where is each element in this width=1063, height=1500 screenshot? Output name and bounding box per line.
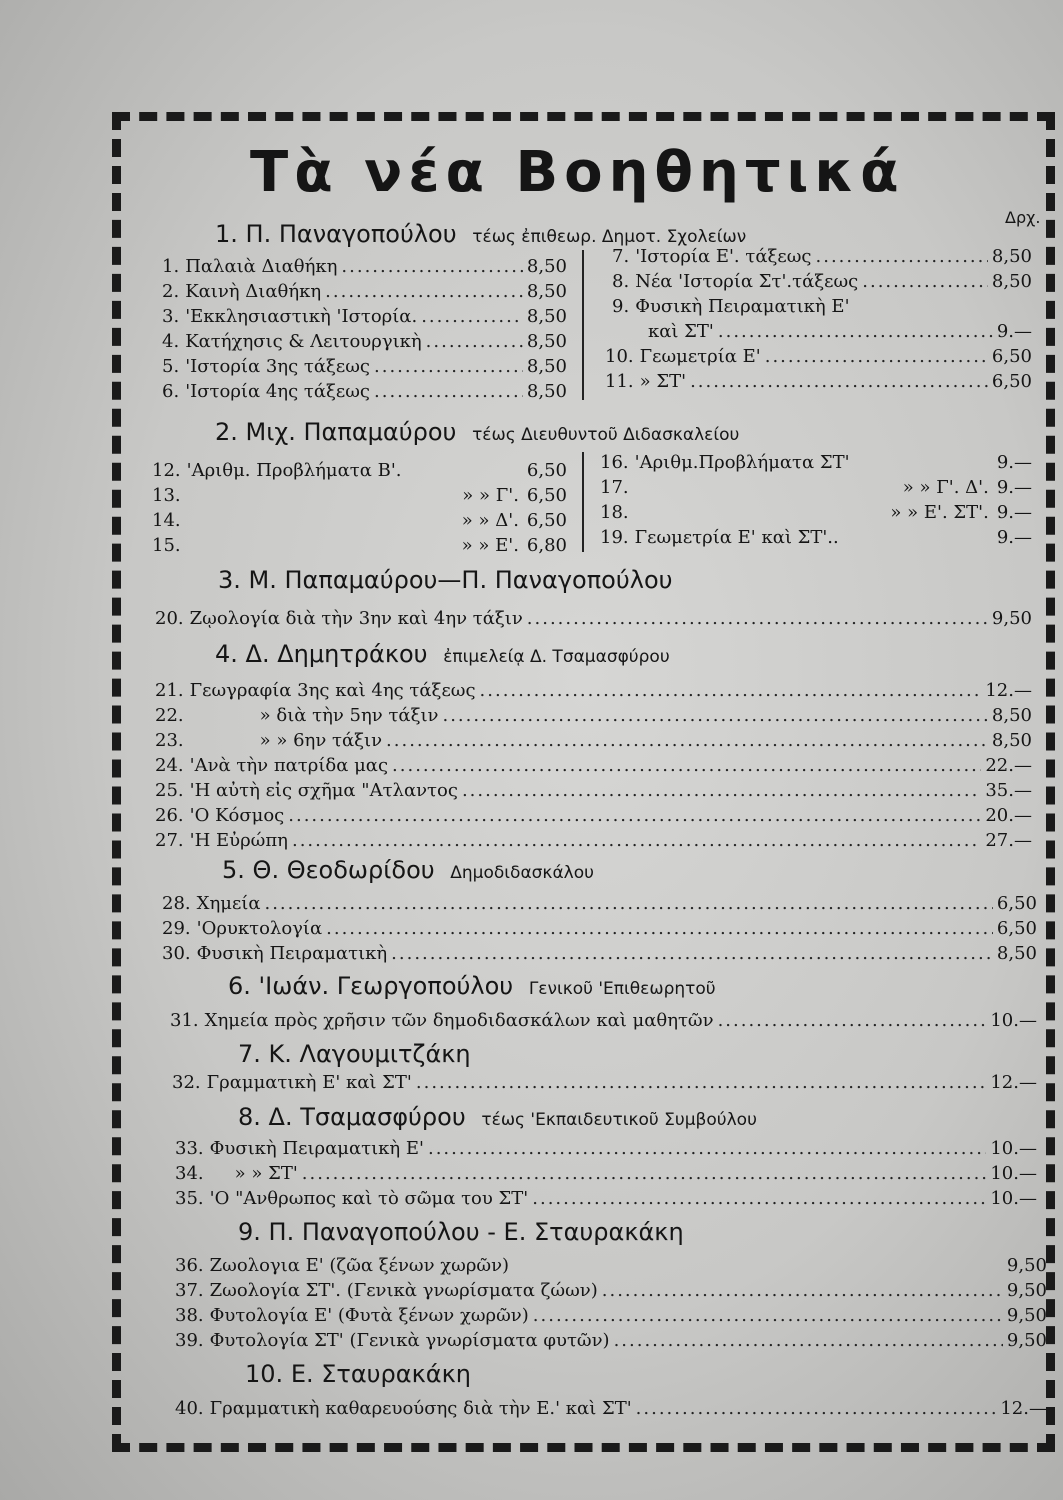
list-item: 1. Παλαιὰ Διαθήκη ..... 8,50 xyxy=(162,256,567,278)
list-item: καὶ ΣΤ' ..... 9.— xyxy=(612,321,1032,343)
section-heading: 7. Κ. Λαγουμιτζάκη xyxy=(238,1040,471,1068)
list-item: 33. Φυσικὴ Πειραματικὴ Ε' ..... 10.— xyxy=(175,1138,1037,1160)
list-item: 24. 'Ανὰ τὴν πατρίδα μας ..... 22.— xyxy=(155,755,1032,777)
list-item: 6. 'Ιστορία 4ης τάξεως ..... 8,50 xyxy=(162,381,567,403)
list-item: 39. Φυτολογία ΣΤ' (Γενικὰ γνωρίσματα φυτῶν) ..... 9,50 xyxy=(175,1330,1047,1352)
list-item: 4. Κατήχησις & Λειτουργικὴ ..... 8,50 xyxy=(162,331,567,353)
list-item: 21. Γεωγραφία 3ης καὶ 4ης τάξεως ..... 12.— xyxy=(155,680,1032,702)
list-item: 12. 'Αριθμ. Προβλήματα Β'. 6,50 xyxy=(152,460,567,481)
list-item: 26. 'Ο Κόσμος ..... 20.— xyxy=(155,805,1032,827)
column-divider xyxy=(582,250,584,400)
section-heading: 9. Π. Παναγοπούλου - Ε. Σταυρακάκη xyxy=(238,1218,684,1246)
list-item: 31. Χημεία πρὸς χρῆσιν τῶν δημοδιδασκάλων καὶ μαθητῶν ..... 10.— xyxy=(170,1010,1037,1032)
list-item: 14. » » Δ'. 6,50 xyxy=(152,510,567,531)
currency-label: Δρχ. xyxy=(1005,208,1041,227)
list-item: 25. 'Η αὐτὴ εἰς σχῆμα "Ατλαντος ..... 35.— xyxy=(155,780,1032,802)
section-heading: 4. Δ. Δημητράκου ἐπιμελείᾳ Δ. Τσαμασφύρου xyxy=(215,640,670,668)
list-item: 8. Νέα 'Ιστορία Στ'.τάξεως ..... 8,50 xyxy=(612,271,1032,293)
list-item: 17. » » Γ'. Δ'. 9.— xyxy=(600,477,1032,498)
list-item: 9. Φυσικὴ Πειραματικὴ Ε' xyxy=(612,296,850,317)
section-heading: 3. Μ. Παπαμαύρου—Π. Παναγοπούλου xyxy=(218,566,673,594)
list-item: 37. Ζωολογία ΣΤ'. (Γενικὰ γνωρίσματα ζώων) ..... 9,50 xyxy=(175,1280,1047,1302)
list-item: 35. 'Ο "Ανθρωπος καὶ τὸ σῶμα του ΣΤ' ..... 10.— xyxy=(175,1188,1037,1210)
section-heading: 6. 'Ιωάν. Γεωργοπούλου Γενικοῦ 'Επιθεωρητοῦ xyxy=(228,972,716,1000)
list-item: 30. Φυσικὴ Πειραματικὴ ..... 8,50 xyxy=(162,943,1037,965)
section-heading: 10. Ε. Σταυρακάκη xyxy=(245,1360,471,1388)
list-item: 20. Ζῳολογία διὰ τὴν 3ην καὶ 4ην τάξιν ..... 9,50 xyxy=(155,608,1032,630)
list-item: 5. 'Ιστορία 3ης τάξεως ..... 8,50 xyxy=(162,356,567,378)
list-item: 3. 'Εκκλησιαστικὴ 'Ιστορία. ..... 8,50 xyxy=(162,306,567,328)
list-item: 38. Φυτολογία Ε' (Φυτὰ ξένων χωρῶν) ..... 9,50 xyxy=(175,1305,1047,1327)
list-item: 34. » » ΣΤ' ..... 10.— xyxy=(175,1163,1037,1185)
section-heading: 5. Θ. Θεοδωρίδου Δημοδιδασκάλου xyxy=(222,856,594,884)
list-item: 10. Γεωμετρία Ε' ..... 6,50 xyxy=(605,346,1032,368)
list-item: 27. 'Η Εὐρώπη ..... 27.— xyxy=(155,830,1032,852)
list-item: 13. » » Γ'. 6,50 xyxy=(152,485,567,506)
list-item: 19. Γεωμετρία Ε' καὶ ΣΤ'.. 9.— xyxy=(600,527,1032,548)
list-item: 15. » » Ε'. 6,80 xyxy=(152,535,567,556)
page-title: Τὰ νέα Βοηθητικά xyxy=(250,140,905,205)
list-item: 18. » » Ε'. ΣΤ'. 9.— xyxy=(600,502,1032,523)
list-item: 22. » διὰ τὴν 5ην τάξιν ..... 8,50 xyxy=(155,705,1032,727)
section-heading: 2. Μιχ. Παπαμαύρου τέως Διευθυντοῦ Διδασκαλείου xyxy=(215,418,740,446)
column-divider xyxy=(582,452,584,552)
list-item: 11. » ΣΤ' ..... 6,50 xyxy=(605,371,1032,393)
list-item: 40. Γραμματικὴ καθαρευούσης διὰ τὴν Ε.' καὶ ΣΤ' ..... 12.— xyxy=(175,1398,1047,1420)
list-item: 2. Καινὴ Διαθήκη ..... 8,50 xyxy=(162,281,567,303)
section-heading: 1. Π. Παναγοπούλου τέως ἐπιθεωρ. Δημοτ. Σχολείων xyxy=(215,220,747,248)
list-item: 28. Χημεία ..... 6,50 xyxy=(162,893,1037,915)
list-item: 36. Ζωολογια Ε' (ζῶα ξένων χωρῶν) 9,50 xyxy=(175,1255,1047,1276)
list-item: 23. » » 6ην τάξιν ..... 8,50 xyxy=(155,730,1032,752)
list-item: 7. 'Ιστορία Ε'. τάξεως ..... 8,50 xyxy=(612,246,1032,268)
section-heading: 8. Δ. Τσαμασφύρου τέως 'Εκπαιδευτικοῦ Συμβούλου xyxy=(238,1103,757,1131)
list-item: 16. 'Αριθμ.Προβλήματα ΣΤ' 9.— xyxy=(600,452,1032,473)
list-item: 32. Γραμματικὴ Ε' καὶ ΣΤ' ..... 12.— xyxy=(172,1072,1037,1094)
list-item: 29. 'Ορυκτολογία ..... 6,50 xyxy=(162,918,1037,940)
